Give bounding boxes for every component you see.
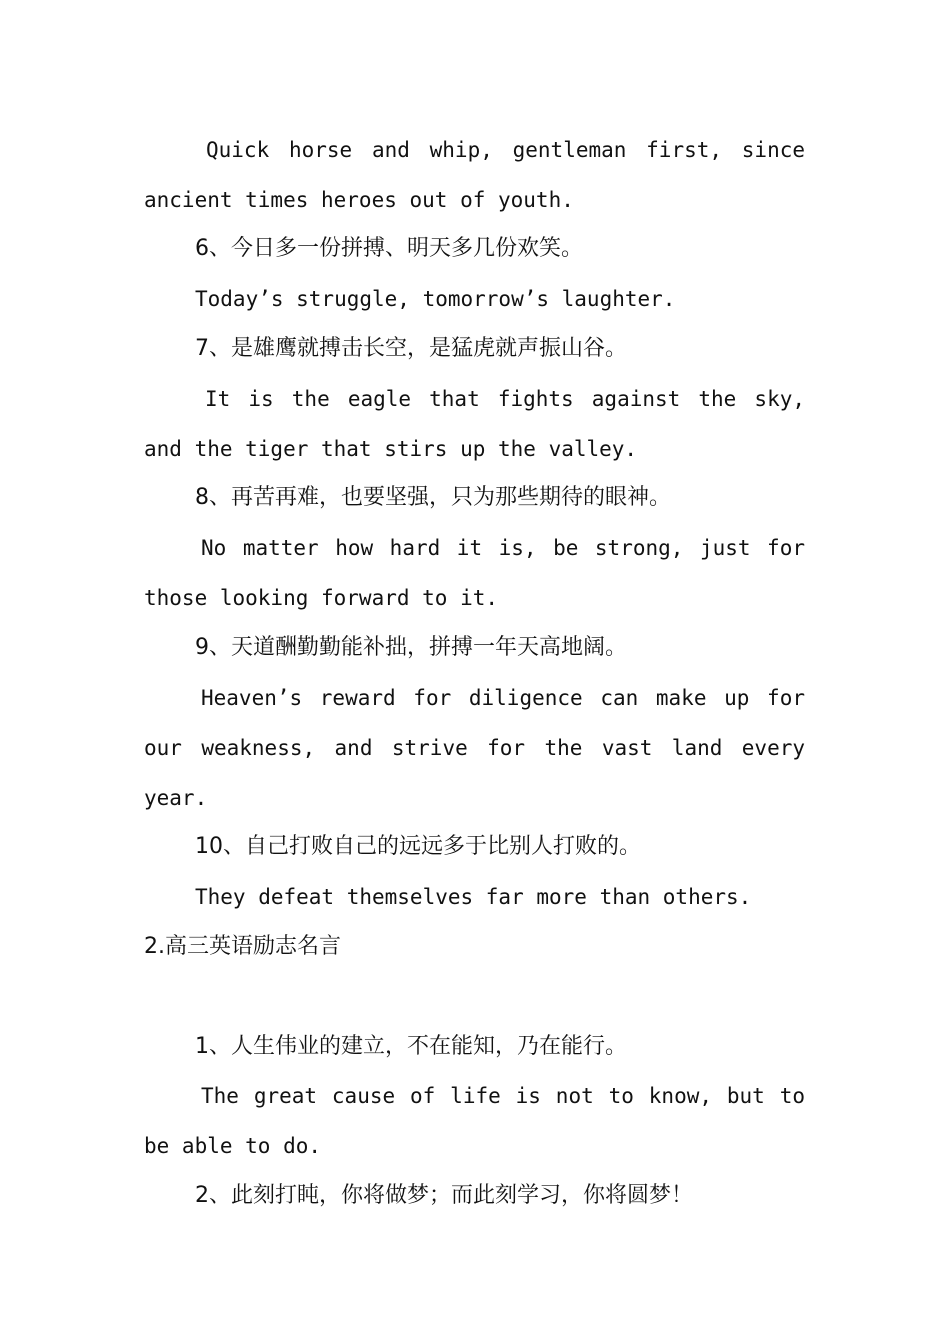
- quote-7-english-line-1: It is the eagle that fights against the sky,: [205, 387, 805, 411]
- quote-8-english-line-1: No matter how hard it is, be strong, just for: [201, 536, 805, 560]
- quote-9-english-line-2: our weakness, and strive for the vast land every: [144, 736, 805, 760]
- quote-5-english-line-2: ancient times heroes out of youth.: [144, 188, 574, 212]
- section2-quote-1-english-line-1: The great cause of life is not to know, but to: [201, 1084, 805, 1108]
- section2-quote-2-chinese: 2、此刻打盹，你将做梦；而此刻学习，你将圆梦！: [195, 1183, 693, 1208]
- quote-8-chinese: 8、再苦再难，也要坚强，只为那些期待的眼神。: [195, 485, 671, 510]
- quote-9-chinese: 9、天道酬勤勤能补拙，拼搏一年天高地阔。: [195, 635, 627, 660]
- quote-8-english-line-2: those looking forward to it.: [144, 586, 499, 610]
- quote-7-english-line-2: and the tiger that stirs up the valley.: [144, 437, 638, 461]
- quote-10-chinese: 10、自己打败自己的远远多于比别人打败的。: [195, 834, 641, 859]
- quote-7-chinese: 7、是雄鹰就搏击长空，是猛虎就声振山谷。: [195, 336, 627, 361]
- quote-6-chinese: 6、今日多一份拼搏、明天多几份欢笑。: [195, 236, 583, 261]
- section2-quote-1-english-line-2: be able to do.: [144, 1134, 322, 1158]
- section-heading: 2.高三英语励志名言: [144, 934, 341, 959]
- quote-6-english: Today’s struggle, tomorrow’s laughter.: [195, 287, 676, 311]
- section2-quote-1-chinese: 1、人生伟业的建立，不在能知，乃在能行。: [195, 1034, 627, 1059]
- quote-9-english-line-3: year.: [144, 786, 208, 810]
- quote-10-english: They defeat themselves far more than others.: [195, 885, 752, 909]
- quote-5-english-line-1: Quick horse and whip, gentleman first, since: [206, 138, 805, 162]
- quote-9-english-line-1: Heaven’s reward for diligence can make up for: [201, 686, 805, 710]
